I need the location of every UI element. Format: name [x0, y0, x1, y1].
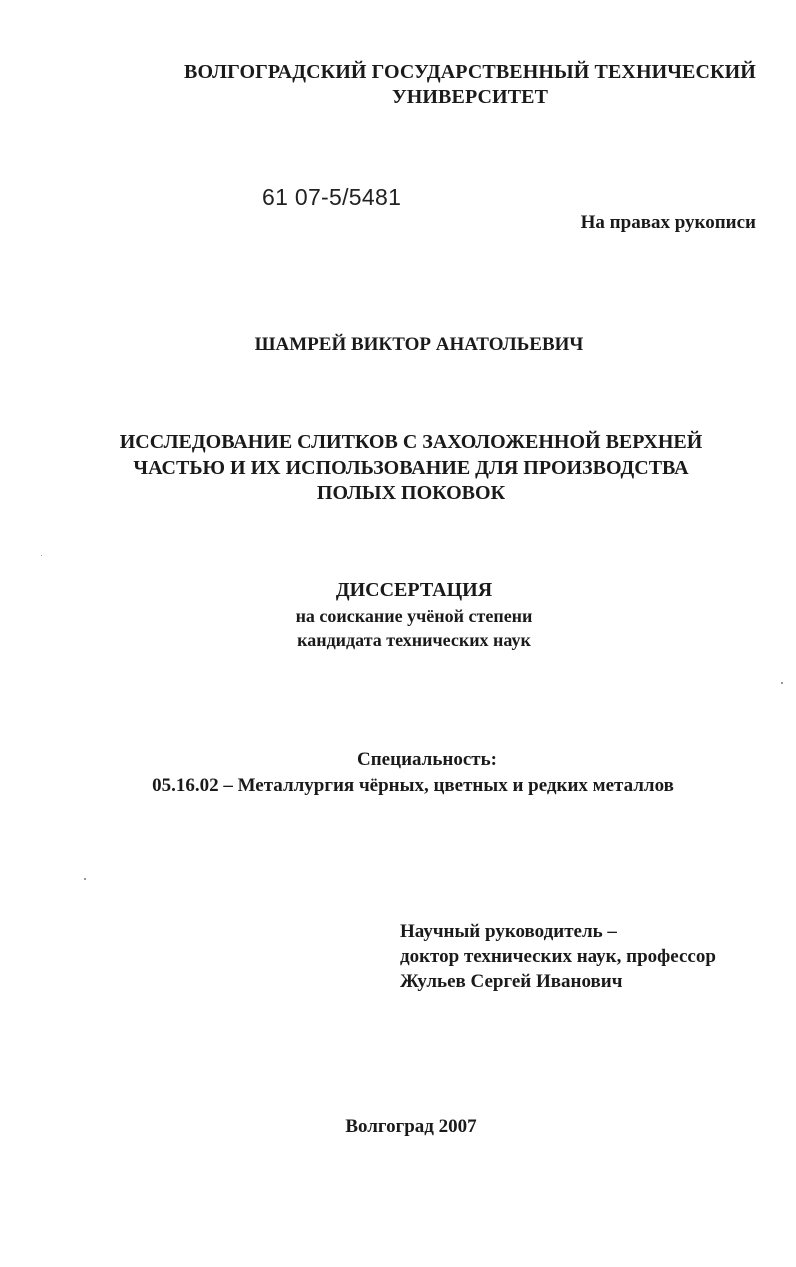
specialty-label: Специальность:: [357, 749, 497, 770]
thesis-title-line-2: ЧАСТЬЮ И ИХ ИСПОЛЬЗОВАНИЕ ДЛЯ ПРОИЗВОДСТВА: [133, 457, 689, 479]
supervisor-label: Научный руководитель –: [400, 921, 617, 942]
supervisor-name: Жульев Сергей Иванович: [400, 971, 623, 992]
city-year: Волгоград 2007: [345, 1116, 477, 1137]
degree-line-1: на соискание учёной степени: [295, 606, 533, 626]
degree-heading: ДИССЕРТАЦИЯ: [335, 579, 493, 601]
author-name: ШАМРЕЙ ВИКТОР АНАТОЛЬЕВИЧ: [254, 334, 584, 355]
institution-name-line-2: УНИВЕРСИТЕТ: [391, 86, 549, 108]
registration-stamp-code: 61 07-5/5481: [262, 184, 402, 210]
degree-line-2: кандидата технических наук: [297, 630, 531, 650]
thesis-title-line-1: ИССЛЕДОВАНИЕ СЛИТКОВ С ЗАХОЛОЖЕННОЙ ВЕРХНЕЙ: [119, 431, 703, 453]
rights-note: На правах рукописи: [580, 212, 756, 233]
institution-name-line-1: ВОЛГОГРАДСКИЙ ГОСУДАРСТВЕННЫЙ ТЕХНИЧЕСКИЙ: [184, 61, 756, 83]
thesis-title-line-3: ПОЛЫХ ПОКОВОК: [316, 482, 506, 504]
scan-speck: [84, 878, 86, 880]
specialty-value: 05.16.02 – Металлургия чёрных, цветных и редких металлов: [152, 775, 674, 796]
supervisor-title: доктор технических наук, профессор: [400, 946, 716, 967]
scan-speck: [781, 682, 783, 684]
scan-speck: [41, 555, 42, 556]
